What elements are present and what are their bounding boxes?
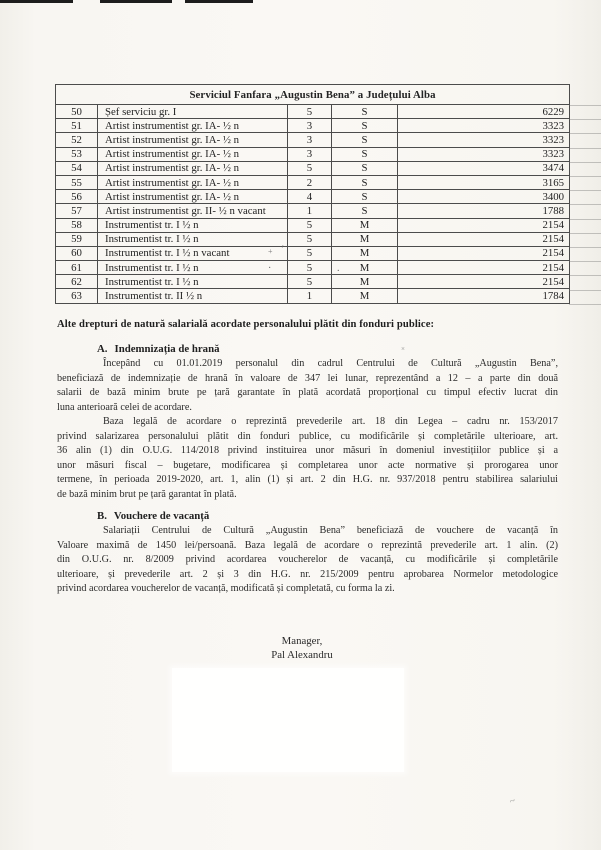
table-row <box>56 175 570 189</box>
section-a-label: A. <box>97 343 108 355</box>
signature-role: Manager, <box>281 635 323 647</box>
signature-block <box>202 634 402 662</box>
cell-post: Șef serviciu gr. I <box>98 105 288 119</box>
cell-sal: 2154 <box>398 275 570 289</box>
scan-edge-mark <box>185 0 253 3</box>
cell-post: Artist instrumentist gr. IA- ½ n <box>98 147 288 161</box>
cell-nr: 55 <box>56 175 98 189</box>
cell-lvl: S <box>332 133 398 147</box>
section-a-body <box>57 357 558 502</box>
cell-lvl: S <box>332 190 398 204</box>
cell-post: Instrumentist tr. I ½ n vacant <box>98 246 288 260</box>
pen-mark: · <box>268 263 272 274</box>
table-row <box>56 204 570 218</box>
scan-streak <box>569 290 601 291</box>
cell-nr: 53 <box>56 147 98 161</box>
cell-sal: 2154 <box>398 261 570 275</box>
cell-sal: 6229 <box>398 105 570 119</box>
text-line: privind acordarea voucherelor de vacanță, modificată și completată, cu forma la zi. <box>57 583 395 594</box>
cell-nr: 63 <box>56 289 98 303</box>
cell-post: Instrumentist tr. I ½ n <box>98 232 288 246</box>
salary-table-body <box>56 85 570 304</box>
scan-streak <box>569 162 601 163</box>
table-row <box>56 246 570 260</box>
scan-edge-mark <box>100 0 172 3</box>
table-row <box>56 218 570 232</box>
cell-post: Artist instrumentist gr. IA- ½ n <box>98 133 288 147</box>
cell-post: Instrumentist tr. I ½ n <box>98 218 288 232</box>
cell-nr: 60 <box>56 246 98 260</box>
signature-name: Pal Alexandru <box>271 649 333 661</box>
section-b-body <box>57 524 558 597</box>
cell-cnt: 3 <box>288 147 332 161</box>
scan-streak <box>569 219 601 220</box>
cell-nr: 54 <box>56 161 98 175</box>
text-line: din O.U.G. nr. 8/2009 privind acordarea voucherelor de vacanță, cu modificările și completările <box>57 554 558 565</box>
cell-cnt: 5 <box>288 161 332 175</box>
cell-sal: 2154 <box>398 246 570 260</box>
table-row <box>56 232 570 246</box>
cell-post: Instrumentist tr. I ½ n <box>98 275 288 289</box>
cell-lvl: S <box>332 147 398 161</box>
scan-streak <box>569 148 601 149</box>
scan-streak <box>569 204 601 205</box>
main-heading: Alte drepturi de natură salarială acordate personalului plătit din fonduri publice: <box>57 319 435 330</box>
cell-cnt: 5 <box>288 275 332 289</box>
cell-lvl: S <box>332 161 398 175</box>
cell-cnt: 5 <box>288 246 332 260</box>
scan-streak <box>569 105 601 106</box>
table-row <box>56 190 570 204</box>
section-b-heading <box>97 510 209 522</box>
section-b-label: B. <box>97 510 107 522</box>
pen-mark: ~ <box>508 795 517 808</box>
cell-lvl: M <box>332 246 398 260</box>
table-title-row <box>56 85 570 105</box>
text-line: ulterioare, și prevederile art. 2 și 3 din H.G. nr. 215/2009 pentru aprobarea Normelor metodologice <box>57 568 558 580</box>
scan-streak <box>569 261 601 262</box>
cell-post: Artist instrumentist gr. IA- ½ n <box>98 175 288 189</box>
scan-streak <box>569 119 601 120</box>
cell-cnt: 5 <box>288 218 332 232</box>
cell-sal: 3474 <box>398 161 570 175</box>
cell-cnt: 3 <box>288 133 332 147</box>
text-line: Începând cu 01.01.2019 personalul din cadrul Centrului de Cultură „Augustin Bena”, <box>103 358 558 369</box>
scan-streak <box>569 190 601 191</box>
scan-streak <box>569 304 601 305</box>
scan-streak <box>569 176 601 177</box>
scan-streak <box>569 233 601 234</box>
cell-cnt: 1 <box>288 289 332 303</box>
text-line: Salariații Centrului de Cultură „Augustin Bena” beneficiază de vouchere de vacanță în <box>103 525 558 536</box>
cell-nr: 58 <box>56 218 98 232</box>
cell-nr: 61 <box>56 261 98 275</box>
cell-lvl: S <box>332 204 398 218</box>
text-line: privind salarizarea personalului plătit din fonduri publice, cu modificările și completările ulterioare, art. <box>57 430 558 442</box>
text-line: unor măsuri fiscal – bugetare, modificarea și completarea unor acte normative și prorogarea unor <box>57 459 558 471</box>
cell-lvl: S <box>332 175 398 189</box>
text-line: 36 alin (1) din O.U.G. 114/2018 privind instituirea unor măsuri în domeniul investițiilor publice și a <box>57 445 558 456</box>
pen-mark: + <box>268 247 273 256</box>
cell-sal: 1784 <box>398 289 570 303</box>
cell-nr: 51 <box>56 119 98 133</box>
cell-sal: 3323 <box>398 147 570 161</box>
cell-sal: 2154 <box>398 232 570 246</box>
text-line: de bază minim brut pe țară garantat în plată. <box>57 488 237 500</box>
cell-lvl: M <box>332 289 398 303</box>
cell-nr: 57 <box>56 204 98 218</box>
cell-nr: 56 <box>56 190 98 204</box>
table-row <box>56 275 570 289</box>
scan-streak <box>569 133 601 134</box>
cell-sal: 3165 <box>398 175 570 189</box>
cell-cnt: 4 <box>288 190 332 204</box>
cell-post: Artist instrumentist gr. IA- ½ n <box>98 190 288 204</box>
text-line: salarii de bază minim brute pe țară garantate în plată acordată proporțional cu timpul efectiv lucrat din <box>57 387 558 398</box>
cell-post: Instrumentist tr. I ½ n <box>98 261 288 275</box>
cell-post: Instrumentist tr. II ½ n <box>98 289 288 303</box>
table-row <box>56 261 570 275</box>
cell-cnt: 5 <box>288 232 332 246</box>
cell-lvl: M <box>332 218 398 232</box>
cell-sal: 1788 <box>398 204 570 218</box>
table-row <box>56 105 570 119</box>
cell-sal: 3323 <box>398 119 570 133</box>
cell-lvl: M <box>332 261 398 275</box>
text-line: Baza legală de acordare o reprezintă prevederile art. 18 din Legea – cadru nr. 153/2017 <box>103 416 558 427</box>
cell-nr: 52 <box>56 133 98 147</box>
table-row <box>56 161 570 175</box>
table-row <box>56 289 570 303</box>
section-a-title: Indemnizația de hrană <box>114 343 220 355</box>
pen-mark: ʹ <box>280 243 285 256</box>
cell-cnt: 2 <box>288 175 332 189</box>
cell-post: Artist instrumentist gr. IA- ½ n <box>98 161 288 175</box>
table-title: Serviciul Fanfara „Augustin Bena” a Județului Alba <box>56 85 570 105</box>
cell-lvl: S <box>332 105 398 119</box>
cell-cnt: 5 <box>288 105 332 119</box>
table-row <box>56 147 570 161</box>
salary-table <box>55 84 570 304</box>
whited-out-signature-area <box>172 668 404 772</box>
scan-streak <box>569 247 601 248</box>
table-row <box>56 133 570 147</box>
cell-nr: 50 <box>56 105 98 119</box>
cell-lvl: M <box>332 232 398 246</box>
table-row <box>56 119 570 133</box>
pen-mark: × <box>401 345 405 353</box>
text-line: luna anterioară celei de acordare. <box>57 401 192 413</box>
cell-cnt: 5 <box>288 261 332 275</box>
cell-sal: 3400 <box>398 190 570 204</box>
cell-nr: 62 <box>56 275 98 289</box>
cell-sal: 2154 <box>398 218 570 232</box>
cell-cnt: 1 <box>288 204 332 218</box>
scan-edge-mark <box>0 0 73 3</box>
cell-lvl: S <box>332 119 398 133</box>
scan-streak <box>569 275 601 276</box>
text-line: beneficiază de indemnizație de hrană în valoare de 347 lei lunar, reprezentând a 12 – a parte din două <box>57 372 558 384</box>
text-line: termene, în perioada 2019-2020, art. 1, alin (1) și art. 2 din H.G. nr. 937/2018 pentru stabilirea salariului <box>57 474 558 485</box>
cell-nr: 59 <box>56 232 98 246</box>
section-a-heading <box>97 343 219 355</box>
cell-sal: 3323 <box>398 133 570 147</box>
cell-post: Artist instrumentist gr. II- ½ n vacant <box>98 204 288 218</box>
section-b-title: Vouchere de vacanță <box>113 510 210 522</box>
text-line: Valoare maximă de 1450 lei/persoană. Baza legală de acordare o reprezintă prevederile art. 1 alin. (2) <box>57 539 558 551</box>
cell-cnt: 3 <box>288 119 332 133</box>
cell-post: Artist instrumentist gr. IA- ½ n <box>98 119 288 133</box>
cell-lvl: M <box>332 275 398 289</box>
pen-mark: . <box>337 263 340 274</box>
